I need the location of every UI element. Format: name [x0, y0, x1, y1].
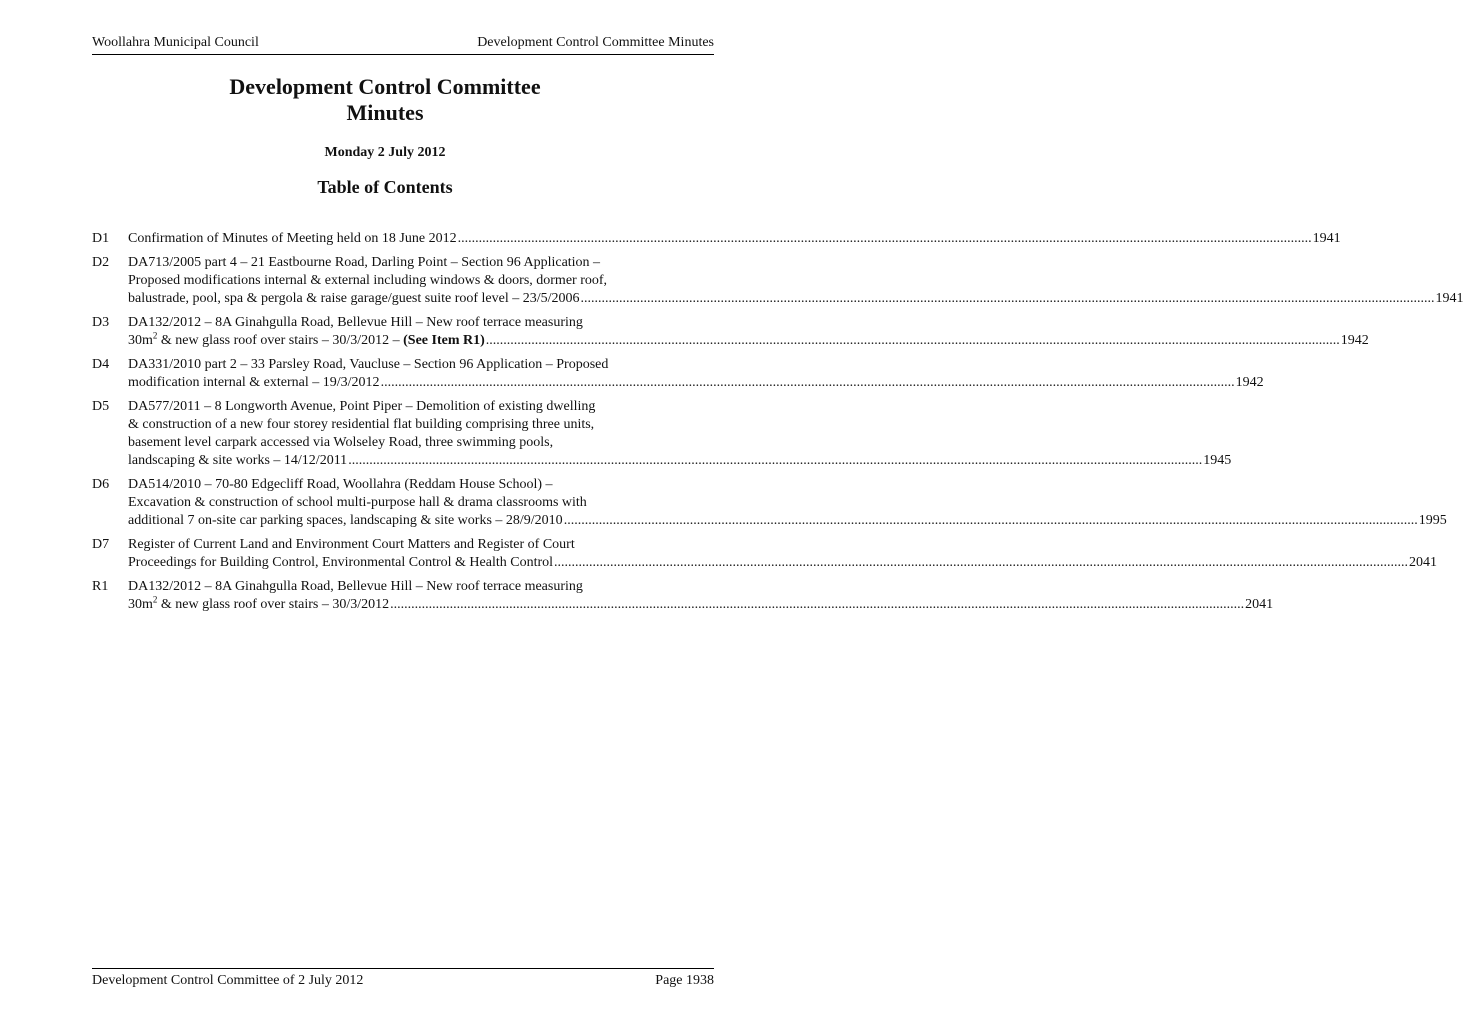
- meeting-date: Monday 2 July 2012: [324, 145, 446, 160]
- toc-item-text-part: 30m: [128, 597, 153, 612]
- toc-item-page-number: 1942: [1235, 375, 1264, 390]
- toc-item-line: basement level carpark accessed via Wolseley Road, three swimming pools,: [128, 435, 554, 450]
- toc-item-page-number: 1941: [1312, 231, 1341, 246]
- toc-item-code: R1: [92, 579, 109, 594]
- toc-entry: [92, 398, 1232, 470]
- toc-item-page-number: 2041: [1409, 555, 1438, 570]
- toc-item-last-text: [128, 332, 485, 350]
- toc-item-page-number: 1995: [1418, 513, 1447, 528]
- footer-meeting-name: Development Control Committee of 2 July 2012: [92, 973, 364, 988]
- toc-item-text: [128, 314, 1369, 350]
- toc-item-last-line: [128, 554, 1437, 572]
- header-council-name: Woollahra Municipal Council: [92, 35, 259, 50]
- title-line-1: Development Control Committee: [229, 74, 541, 99]
- toc-heading: Table of Contents: [317, 177, 453, 197]
- toc-dot-leader: [390, 596, 1244, 614]
- toc-item-text: [128, 254, 1464, 308]
- toc-item-last-line: [128, 596, 1273, 614]
- toc-dot-leader: [486, 332, 1340, 350]
- toc-entry: [92, 536, 1438, 572]
- toc-item-code: D7: [92, 537, 110, 552]
- toc-item-code: D2: [92, 255, 110, 270]
- toc-item-line: DA713/2005 part 4 – 21 Eastbourne Road, Darling Point – Section 96 Application –: [128, 255, 601, 270]
- toc-item-last-text: landscaping & site works – 14/12/2011: [128, 453, 348, 468]
- toc-dot-leader: [381, 374, 1235, 392]
- toc-item-line: DA514/2010 – 70-80 Edgecliff Road, Woollahra (Reddam House School) –: [128, 477, 553, 492]
- toc-item-text: [128, 356, 1264, 392]
- page-title: [0, 74, 770, 126]
- toc-item-text: [128, 578, 1273, 614]
- toc-item-line: & construction of a new four storey residential flat building comprising three units,: [128, 417, 595, 432]
- toc-item-code: D5: [92, 399, 110, 414]
- toc-item-line: Register of Current Land and Environment Court Matters and Register of Court: [128, 537, 575, 552]
- toc-entry: [92, 230, 1341, 248]
- toc-item-page-number: 1942: [1340, 333, 1369, 348]
- toc-item-cross-reference: (See Item R1): [403, 333, 485, 348]
- header-document-name: Development Control Committee Minutes: [477, 35, 714, 50]
- toc-dot-leader: [554, 554, 1408, 572]
- toc-item-line: DA132/2012 – 8A Ginahgulla Road, Bellevue Hill – New roof terrace measuring: [128, 315, 583, 330]
- toc-item-last-text: Proceedings for Building Control, Environmental Control & Health Control: [128, 555, 554, 570]
- toc-item-text-part: & new glass roof over stairs – 30/3/2012: [157, 597, 390, 612]
- toc-item-superscript: 2: [152, 330, 158, 341]
- toc-item-last-line: [128, 290, 1464, 308]
- toc-item-code: D1: [92, 231, 110, 246]
- toc-entry: [92, 578, 1274, 614]
- toc-item-text-part: 30m: [128, 333, 153, 348]
- toc-item-page-number: 2041: [1245, 597, 1274, 612]
- toc-item-line: Excavation & construction of school multi-purpose hall & drama classrooms with: [128, 495, 587, 510]
- toc-dot-leader: [458, 230, 1312, 248]
- toc-item-last-text: [128, 596, 389, 614]
- toc-item-last-line: [128, 374, 1264, 392]
- toc-entry: [92, 314, 1369, 350]
- toc-item-line: DA577/2011 – 8 Longworth Avenue, Point Piper – Demolition of existing dwelling: [128, 399, 596, 414]
- toc-entry: [92, 476, 1447, 530]
- title-line-2: Minutes: [346, 100, 424, 125]
- toc-item-last-text: additional 7 on-site car parking spaces, landscaping & site works – 28/9/2010: [128, 513, 563, 528]
- toc-item-text: [128, 476, 1447, 530]
- toc-entry: [92, 356, 1264, 392]
- toc-item-superscript: 2: [152, 594, 158, 605]
- toc-item-text-part: & new glass roof over stairs – 30/3/2012 –: [157, 333, 404, 348]
- toc-item-code: D3: [92, 315, 110, 330]
- toc-item-code: D4: [92, 357, 110, 372]
- toc-item-last-line: [128, 512, 1447, 530]
- toc-item-line: DA132/2012 – 8A Ginahgulla Road, Bellevue Hill – New roof terrace measuring: [128, 579, 583, 594]
- toc-item-last-text: modification internal & external – 19/3/2012: [128, 375, 380, 390]
- toc-item-last-text: Confirmation of Minutes of Meeting held on 18 June 2012: [128, 231, 457, 246]
- running-footer: [92, 968, 714, 990]
- table-of-contents: [92, 230, 1464, 620]
- toc-item-last-line: [128, 452, 1231, 470]
- toc-item-page-number: 1945: [1203, 453, 1232, 468]
- running-header: [92, 34, 714, 55]
- toc-item-text: [128, 398, 1231, 470]
- toc-dot-leader: [581, 290, 1435, 308]
- toc-dot-leader: [564, 512, 1418, 530]
- footer-page-number: Page 1938: [655, 973, 714, 988]
- toc-item-text: [128, 536, 1437, 572]
- toc-item-line: DA331/2010 part 2 – 33 Parsley Road, Vaucluse – Section 96 Application – Proposed: [128, 357, 609, 372]
- toc-item-code: D6: [92, 477, 110, 492]
- toc-dot-leader: [348, 452, 1202, 470]
- toc-entry: [92, 254, 1464, 308]
- toc-item-last-line: [128, 230, 1341, 248]
- toc-item-line: Proposed modifications internal & external including windows & doors, dormer roof,: [128, 273, 608, 288]
- toc-item-text: [128, 230, 1341, 248]
- toc-item-page-number: 1941: [1435, 291, 1464, 306]
- toc-item-last-line: [128, 332, 1369, 350]
- toc-item-last-text: balustrade, pool, spa & pergola & raise garage/guest suite roof level – 23/5/2006: [128, 291, 580, 306]
